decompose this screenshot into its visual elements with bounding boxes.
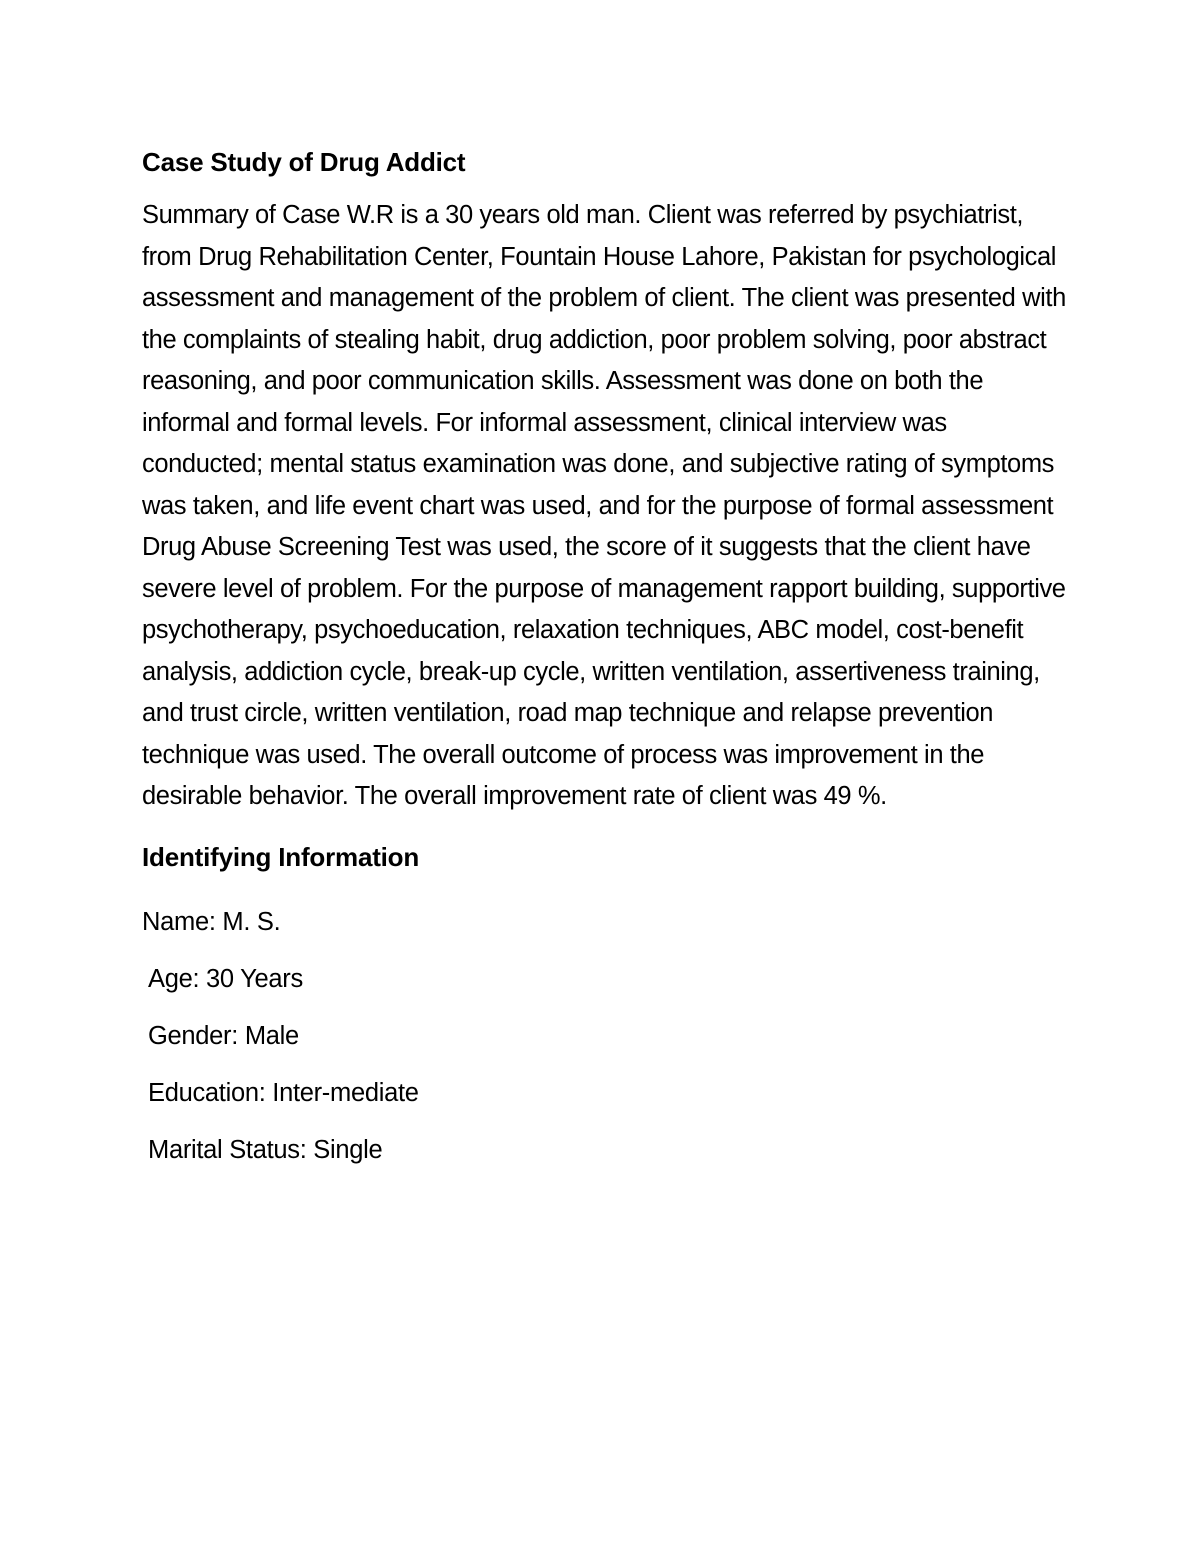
- identifying-information-list: [142, 894, 1072, 1179]
- document-body: [142, 143, 1072, 1179]
- info-age: Age: 30 Years: [148, 964, 303, 993]
- identifying-information-heading: Identifying Information: [142, 841, 420, 872]
- document-title: Case Study of Drug Addict: [142, 147, 466, 177]
- info-education: Education: Inter-mediate: [148, 1078, 419, 1107]
- info-marital-status: Marital Status: Single: [148, 1135, 383, 1164]
- case-summary-paragraph: Summary of Case W.R is a 30 years old man. Client was referred by psychiatrist, from Drug Rehabilitation Center, Fountain House Lahore, Pakistan for psychological assessment and management of the problem of client. The client was presented with the complaints of stealing habit, drug addiction, poor problem solving, poor abstract reasoning, and poor communication skills. Assessment was done on both the informal and formal levels. For informal assessment, clinical interview was conducted; mental status examination was done, and subjective rating of symptoms was taken, and life event chart was used, and for the purpose of formal assessment Drug Abuse Screening Test was used, the score of it suggests that the client have severe level of problem. For the purpose of management rapport building, supportive psychotherapy, psychoeducation, relaxation techniques, ABC model, cost-benefit analysis, addiction cycle, break-up cycle, written ventilation, assertiveness training, and trust circle, written ventilation, road map technique and relapse prevention technique was used. The overall outcome of process was improvement in the desirable behavior. The overall improvement rate of client was 49 %.: [142, 201, 1066, 810]
- info-gender: Gender: Male: [148, 1021, 299, 1050]
- info-name: Name: M. S.: [142, 907, 281, 936]
